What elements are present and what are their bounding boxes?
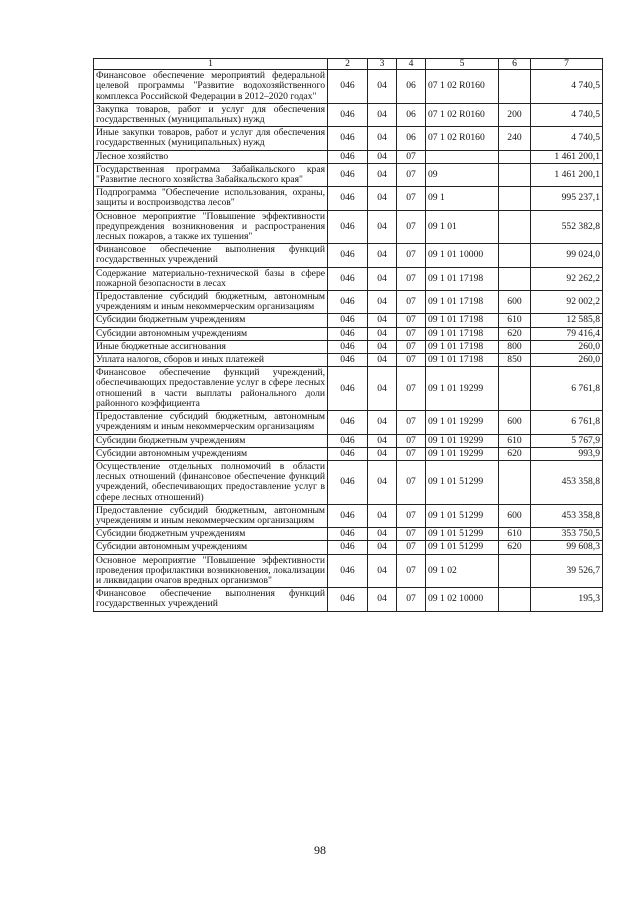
row-name-cell: Иные закупки товаров, работ и услуг для обеспечения государственных (муниципальных) нужд [94, 127, 328, 150]
section-code-cell: 04 [368, 70, 397, 104]
target-article-code-cell: 09 1 01 19299 [426, 434, 499, 447]
target-article-code-cell: 07 1 02 R0160 [426, 103, 499, 126]
header-cell: 7 [531, 59, 603, 70]
target-article-code-cell: 07 1 02 R0160 [426, 127, 499, 150]
amount-cell: 12 585,8 [531, 314, 603, 327]
expense-type-code-cell [499, 588, 531, 611]
ministry-code-cell: 046 [328, 434, 368, 447]
ministry-code-cell: 046 [328, 103, 368, 126]
subsection-code-cell: 06 [397, 103, 426, 126]
row-name-cell: Финансовое обеспечение выполнения функций государственных учреждений [94, 244, 328, 267]
expense-type-code-cell: 620 [499, 447, 531, 460]
expense-type-code-cell [499, 210, 531, 244]
section-code-cell: 04 [368, 127, 397, 150]
target-article-code-cell: 09 1 02 [426, 554, 499, 588]
ministry-code-cell: 046 [328, 554, 368, 588]
ministry-code-cell: 046 [328, 163, 368, 186]
table-row [94, 327, 603, 340]
section-code-cell: 04 [368, 528, 397, 541]
table-row [94, 504, 603, 527]
amount-cell: 353 750,5 [531, 528, 603, 541]
row-name-cell: Государственная программа Забайкальского края "Развитие лесного хозяйства Забайкальского края" [94, 163, 328, 186]
row-name-cell: Финансовое обеспечение мероприятий федеральной целевой программы "Развитие водохозяйственного комплекса Российской Федерации в 2012–2020 годах" [94, 70, 328, 104]
table-row [94, 354, 603, 367]
ministry-code-cell: 046 [328, 528, 368, 541]
section-code-cell: 04 [368, 434, 397, 447]
ministry-code-cell: 046 [328, 354, 368, 367]
target-article-code-cell: 09 1 01 51299 [426, 541, 499, 554]
subsection-code-cell: 07 [397, 291, 426, 314]
subsection-code-cell: 07 [397, 327, 426, 340]
section-code-cell: 04 [368, 588, 397, 611]
subsection-code-cell: 07 [397, 447, 426, 460]
row-name-cell: Финансовое обеспечение выполнения функций государственных учреждений [94, 588, 328, 611]
target-article-code-cell: 09 1 [426, 187, 499, 210]
table-row [94, 187, 603, 210]
target-article-code-cell: 09 1 02 10000 [426, 588, 499, 611]
ministry-code-cell: 046 [328, 210, 368, 244]
table-row [94, 150, 603, 163]
ministry-code-cell: 046 [328, 291, 368, 314]
expense-type-code-cell: 620 [499, 541, 531, 554]
table-body [94, 59, 603, 612]
table-row [94, 70, 603, 104]
amount-cell: 995 237,1 [531, 187, 603, 210]
subsection-code-cell: 07 [397, 541, 426, 554]
row-name-cell: Подпрограмма "Обеспечение использования, охраны, защиты и воспроизводства лесов" [94, 187, 328, 210]
target-article-code-cell: 09 1 01 [426, 210, 499, 244]
table-row [94, 210, 603, 244]
ministry-code-cell: 046 [328, 588, 368, 611]
header-cell: 6 [499, 59, 531, 70]
subsection-code-cell: 06 [397, 127, 426, 150]
target-article-code-cell: 09 1 01 19299 [426, 447, 499, 460]
expense-type-code-cell: 610 [499, 434, 531, 447]
target-article-code-cell: 09 1 01 19299 [426, 367, 499, 411]
row-name-cell: Субсидии автономным учреждениям [94, 447, 328, 460]
section-code-cell: 04 [368, 367, 397, 411]
amount-cell: 99 608,3 [531, 541, 603, 554]
ministry-code-cell: 046 [328, 267, 368, 290]
amount-cell: 92 002,2 [531, 291, 603, 314]
target-article-code-cell: 09 [426, 163, 499, 186]
page-number: 98 [314, 843, 326, 857]
section-code-cell: 04 [368, 411, 397, 434]
row-name-cell: Осуществление отдельных полномочий в области лесных отношений (финансовое обеспечение функций учреждений, обеспечивающих предоставление услуг в сфере лесных отношений) [94, 460, 328, 504]
table-row [94, 447, 603, 460]
expense-type-code-cell: 600 [499, 504, 531, 527]
target-article-code-cell: 09 1 01 17198 [426, 267, 499, 290]
amount-cell: 260,0 [531, 340, 603, 353]
ministry-code-cell: 046 [328, 244, 368, 267]
subsection-code-cell: 07 [397, 150, 426, 163]
expense-type-code-cell [499, 244, 531, 267]
target-article-code-cell [426, 150, 499, 163]
table-row [94, 267, 603, 290]
section-code-cell: 04 [368, 541, 397, 554]
expense-type-code-cell: 800 [499, 340, 531, 353]
table-row [94, 588, 603, 611]
section-code-cell: 04 [368, 210, 397, 244]
target-article-code-cell: 09 1 01 10000 [426, 244, 499, 267]
ministry-code-cell: 046 [328, 70, 368, 104]
subsection-code-cell: 07 [397, 267, 426, 290]
section-code-cell: 04 [368, 354, 397, 367]
target-article-code-cell: 09 1 01 19299 [426, 411, 499, 434]
expense-type-code-cell: 200 [499, 103, 531, 126]
ministry-code-cell: 046 [328, 460, 368, 504]
section-code-cell: 04 [368, 291, 397, 314]
header-cell: 5 [426, 59, 499, 70]
subsection-code-cell: 07 [397, 588, 426, 611]
amount-cell: 453 358,8 [531, 460, 603, 504]
section-code-cell: 04 [368, 103, 397, 126]
expense-type-code-cell: 600 [499, 291, 531, 314]
section-code-cell: 04 [368, 504, 397, 527]
subsection-code-cell: 07 [397, 340, 426, 353]
header-cell: 4 [397, 59, 426, 70]
subsection-code-cell: 07 [397, 367, 426, 411]
amount-cell: 39 526,7 [531, 554, 603, 588]
section-code-cell: 04 [368, 244, 397, 267]
expense-type-code-cell [499, 367, 531, 411]
section-code-cell: 04 [368, 460, 397, 504]
target-article-code-cell: 07 1 02 R0160 [426, 70, 499, 104]
section-code-cell: 04 [368, 554, 397, 588]
table-row [94, 127, 603, 150]
ministry-code-cell: 046 [328, 150, 368, 163]
header-row [94, 59, 603, 70]
ministry-code-cell: 046 [328, 340, 368, 353]
subsection-code-cell: 07 [397, 163, 426, 186]
amount-cell: 4 740,5 [531, 70, 603, 104]
table-row [94, 528, 603, 541]
ministry-code-cell: 046 [328, 504, 368, 527]
subsection-code-cell: 07 [397, 411, 426, 434]
row-name-cell: Предоставление субсидий бюджетным, автономным учреждениям и иным некоммерческим организациям [94, 411, 328, 434]
expense-type-code-cell [499, 460, 531, 504]
target-article-code-cell: 09 1 01 17198 [426, 314, 499, 327]
table-row [94, 103, 603, 126]
target-article-code-cell: 09 1 01 17198 [426, 327, 499, 340]
section-code-cell: 04 [368, 314, 397, 327]
row-name-cell: Основное мероприятие "Повышение эффективности проведения профилактики возникновения, локализации и ликвидации очагов вредных организмов" [94, 554, 328, 588]
row-name-cell: Субсидии бюджетным учреждениям [94, 314, 328, 327]
target-article-code-cell: 09 1 01 17198 [426, 291, 499, 314]
ministry-code-cell: 046 [328, 314, 368, 327]
ministry-code-cell: 046 [328, 411, 368, 434]
row-name-cell: Лесное хозяйство [94, 150, 328, 163]
section-code-cell: 04 [368, 187, 397, 210]
row-name-cell: Финансовое обеспечение функций учреждений, обеспечивающих предоставление услуг в сфере лесных отношений в части выплаты районального доли районного коэффициента [94, 367, 328, 411]
expense-type-code-cell [499, 150, 531, 163]
table-row [94, 541, 603, 554]
row-name-cell: Уплата налогов, сборов и иных платежей [94, 354, 328, 367]
amount-cell: 4 740,5 [531, 127, 603, 150]
row-name-cell: Иные бюджетные ассигнования [94, 340, 328, 353]
expense-type-code-cell: 610 [499, 528, 531, 541]
table-row [94, 434, 603, 447]
target-article-code-cell: 09 1 01 17198 [426, 354, 499, 367]
row-name-cell: Закупка товаров, работ и услуг для обеспечения государственных (муниципальных) нужд [94, 103, 328, 126]
expense-type-code-cell [499, 187, 531, 210]
expense-type-code-cell: 610 [499, 314, 531, 327]
expense-type-code-cell [499, 554, 531, 588]
target-article-code-cell: 09 1 01 51299 [426, 504, 499, 527]
table-row [94, 291, 603, 314]
header-cell: 2 [328, 59, 368, 70]
expense-type-code-cell [499, 70, 531, 104]
table-row [94, 460, 603, 504]
budget-table [93, 58, 603, 612]
amount-cell: 195,3 [531, 588, 603, 611]
table-row [94, 554, 603, 588]
subsection-code-cell: 07 [397, 354, 426, 367]
subsection-code-cell: 07 [397, 528, 426, 541]
expense-type-code-cell: 600 [499, 411, 531, 434]
section-code-cell: 04 [368, 340, 397, 353]
table-row [94, 411, 603, 434]
amount-cell: 4 740,5 [531, 103, 603, 126]
row-name-cell: Субсидии автономным учреждениям [94, 541, 328, 554]
amount-cell: 1 461 200,1 [531, 163, 603, 186]
ministry-code-cell: 046 [328, 541, 368, 554]
amount-cell: 260,0 [531, 354, 603, 367]
amount-cell: 453 358,8 [531, 504, 603, 527]
subsection-code-cell: 07 [397, 244, 426, 267]
amount-cell: 6 761,8 [531, 411, 603, 434]
row-name-cell: Содержание материально-технической базы в сфере пожарной безопасности в лесах [94, 267, 328, 290]
expense-type-code-cell: 620 [499, 327, 531, 340]
subsection-code-cell: 07 [397, 554, 426, 588]
subsection-code-cell: 07 [397, 314, 426, 327]
ministry-code-cell: 046 [328, 127, 368, 150]
subsection-code-cell: 07 [397, 460, 426, 504]
section-code-cell: 04 [368, 150, 397, 163]
section-code-cell: 04 [368, 267, 397, 290]
ministry-code-cell: 046 [328, 187, 368, 210]
ministry-code-cell: 046 [328, 327, 368, 340]
ministry-code-cell: 046 [328, 447, 368, 460]
subsection-code-cell: 07 [397, 210, 426, 244]
table-row [94, 367, 603, 411]
amount-cell: 99 024,0 [531, 244, 603, 267]
amount-cell: 552 382,8 [531, 210, 603, 244]
subsection-code-cell: 07 [397, 504, 426, 527]
target-article-code-cell: 09 1 01 51299 [426, 528, 499, 541]
section-code-cell: 04 [368, 447, 397, 460]
section-code-cell: 04 [368, 327, 397, 340]
row-name-cell: Основное мероприятие "Повышение эффективности предупреждения возникновения и распространения лесных пожаров, а также их тушения" [94, 210, 328, 244]
expense-type-code-cell: 240 [499, 127, 531, 150]
subsection-code-cell: 07 [397, 434, 426, 447]
amount-cell: 79 416,4 [531, 327, 603, 340]
header-cell: 1 [94, 59, 328, 70]
section-code-cell: 04 [368, 163, 397, 186]
expense-type-code-cell: 850 [499, 354, 531, 367]
table-row [94, 244, 603, 267]
row-name-cell: Субсидии бюджетным учреждениям [94, 434, 328, 447]
expense-type-code-cell [499, 267, 531, 290]
table-row [94, 314, 603, 327]
amount-cell: 1 461 200,1 [531, 150, 603, 163]
subsection-code-cell: 07 [397, 187, 426, 210]
row-name-cell: Предоставление субсидий бюджетным, автономным учреждениям и иным некоммерческим организациям [94, 504, 328, 527]
subsection-code-cell: 06 [397, 70, 426, 104]
row-name-cell: Предоставление субсидий бюджетным, автономным учреждениям и иным некоммерческим организациям [94, 291, 328, 314]
target-article-code-cell: 09 1 01 51299 [426, 460, 499, 504]
expense-type-code-cell [499, 163, 531, 186]
ministry-code-cell: 046 [328, 367, 368, 411]
table-row [94, 340, 603, 353]
amount-cell: 5 767,9 [531, 434, 603, 447]
row-name-cell: Субсидии бюджетным учреждениям [94, 528, 328, 541]
amount-cell: 993,9 [531, 447, 603, 460]
header-cell: 3 [368, 59, 397, 70]
amount-cell: 92 262,2 [531, 267, 603, 290]
amount-cell: 6 761,8 [531, 367, 603, 411]
row-name-cell: Субсидии автономным учреждениям [94, 327, 328, 340]
table-row [94, 163, 603, 186]
target-article-code-cell: 09 1 01 17198 [426, 340, 499, 353]
